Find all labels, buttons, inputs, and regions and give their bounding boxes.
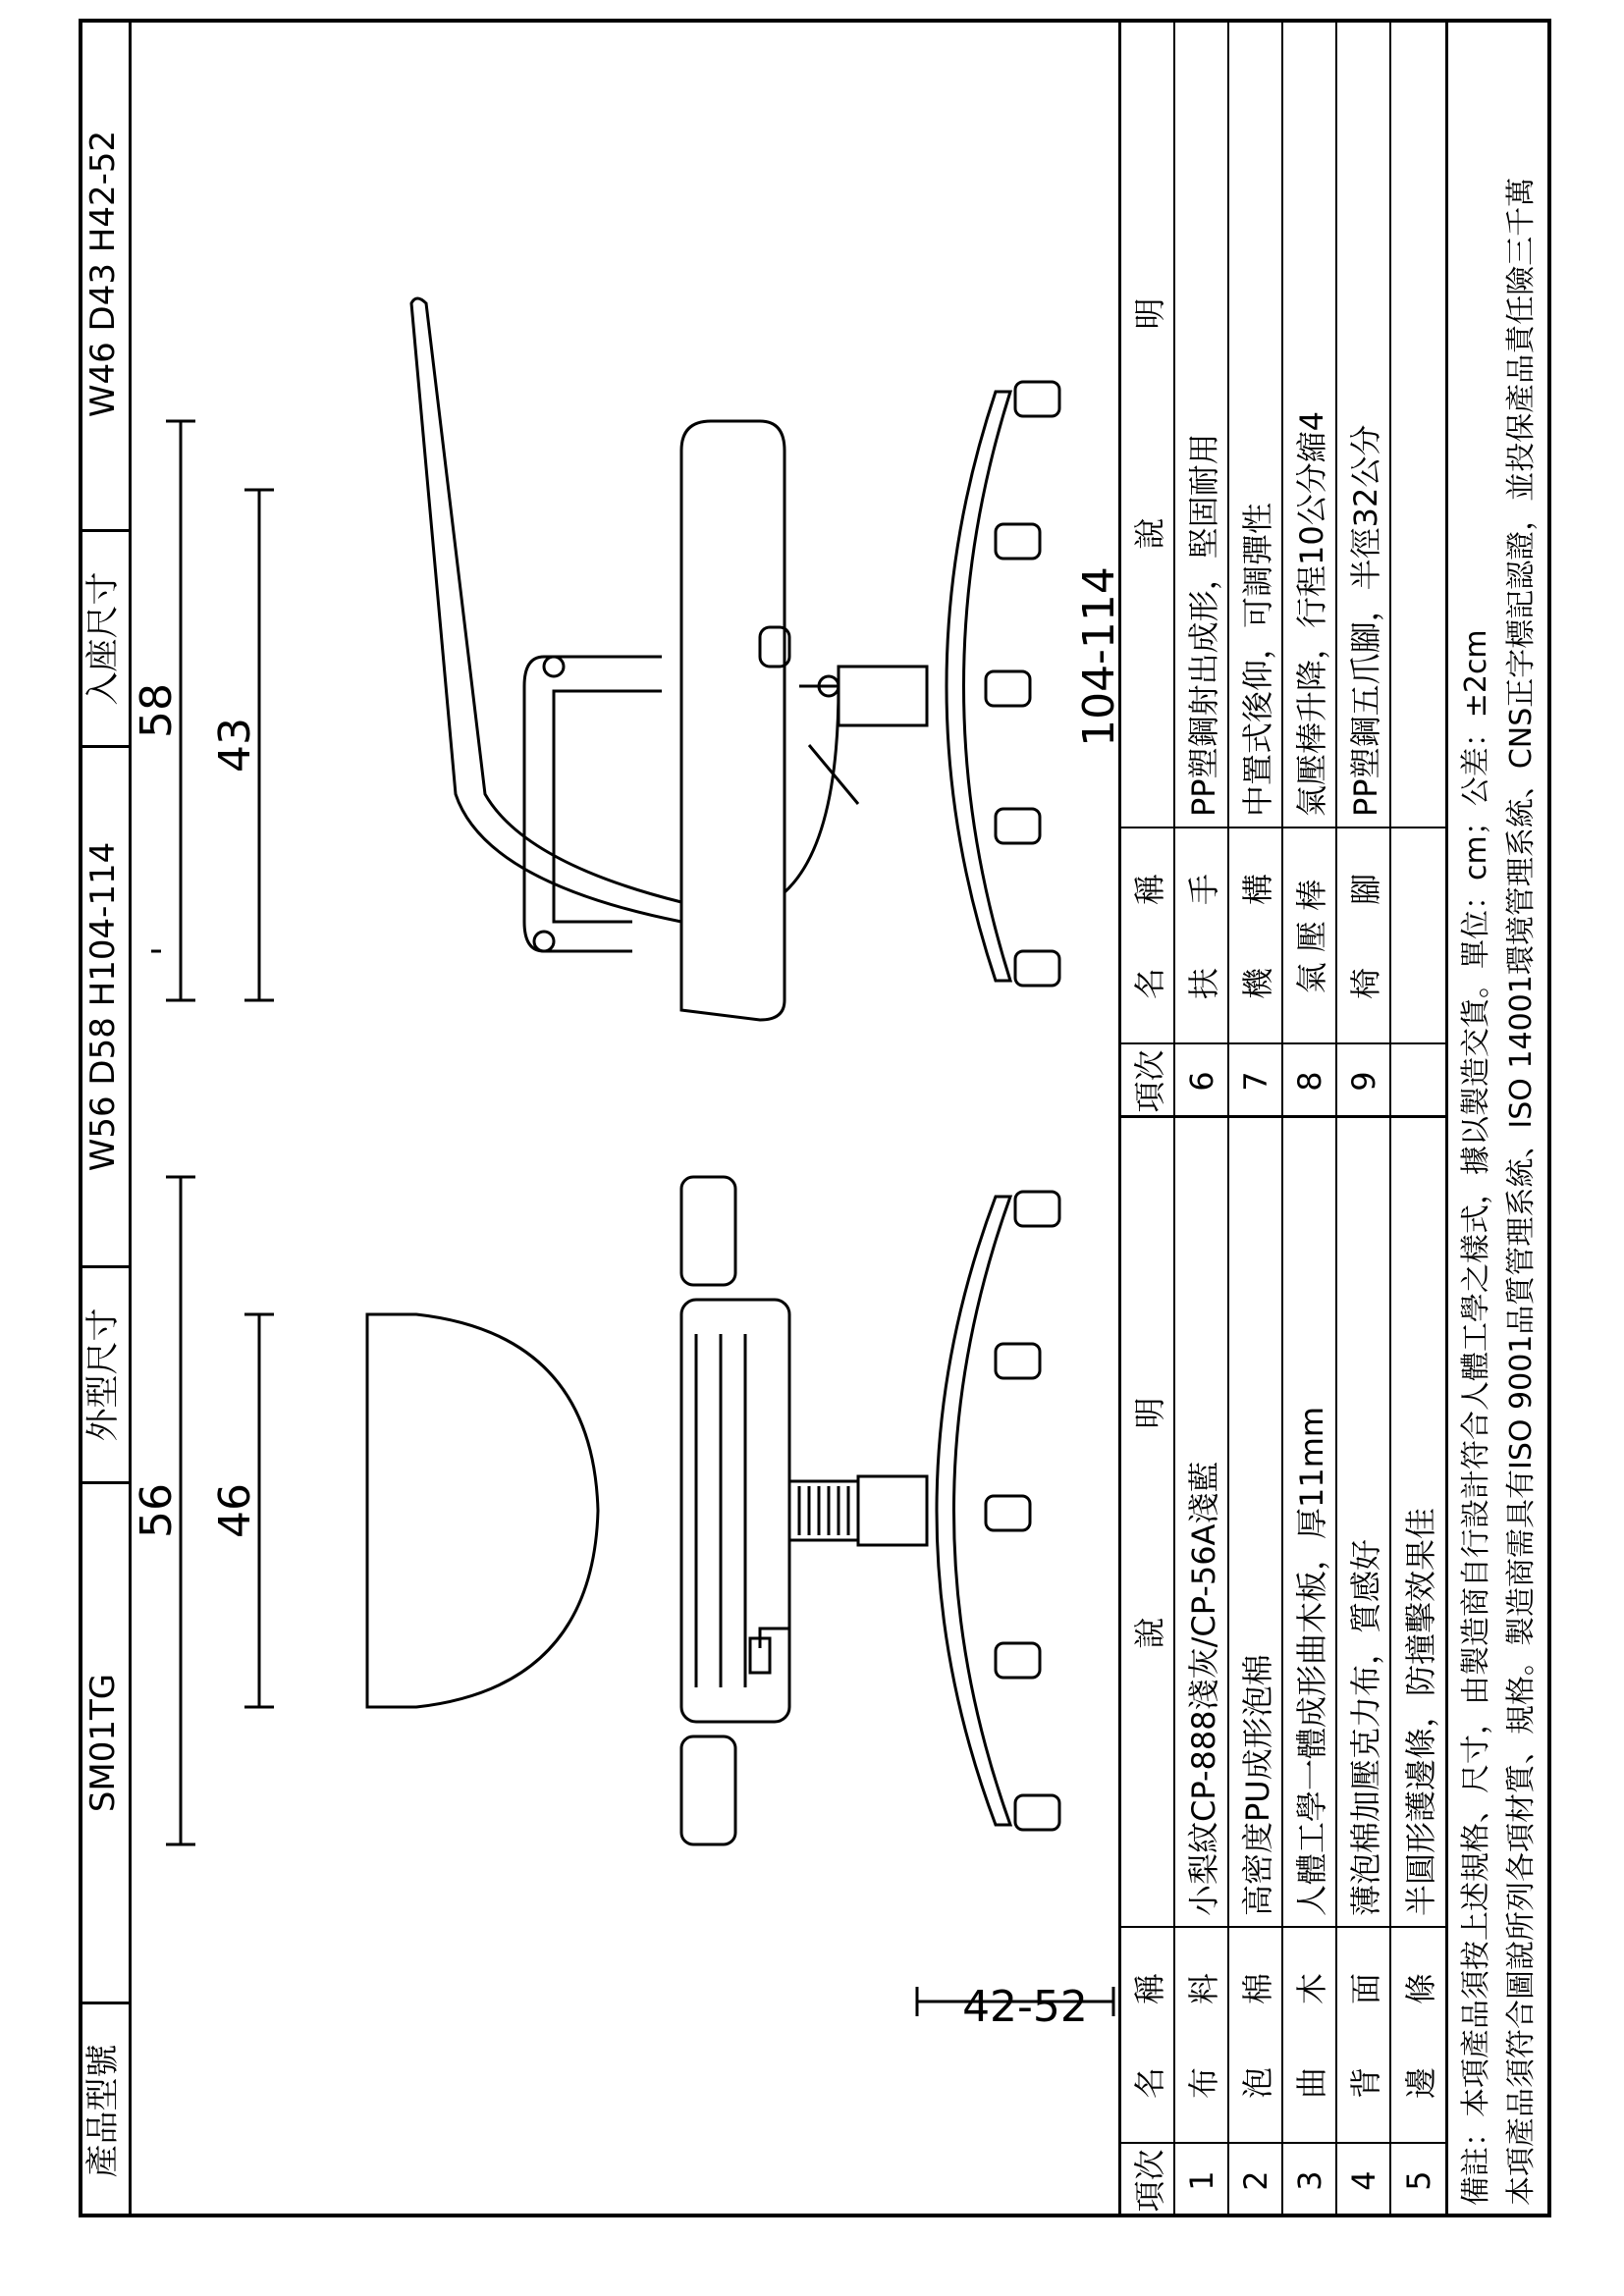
- row-name: 扶 手: [1184, 874, 1222, 1000]
- row-desc: 氣壓棒升降，行程10公分縮4: [1292, 410, 1330, 817]
- row-name: 氣 壓 棒: [1292, 879, 1330, 994]
- row-desc: 薄泡棉加壓克力布，質感好: [1346, 1538, 1384, 1916]
- model-label: 產品型號: [79, 2002, 129, 2217]
- header-name: 名 稱: [1130, 1973, 1168, 2100]
- row-no: 4: [1344, 2170, 1382, 2191]
- row-name: 泡 棉: [1238, 1973, 1276, 2100]
- row-name: 機 構: [1238, 874, 1276, 1000]
- notes-line-2: 本項產品須符合圖說所列各項材質、規格。製造商需具有ISO 9001品質管理系統、ISO 14001環境管理系統、CNS正字標記認證，並投保產品責任險三千萬: [1504, 177, 1539, 2206]
- row-no: 3: [1290, 2170, 1328, 2191]
- header-item: 項次: [1130, 2149, 1168, 2213]
- seat-size-label: 入座尺寸: [79, 529, 129, 745]
- row-desc: 半圓形護邊條，防撞擊效果佳: [1401, 1507, 1439, 1916]
- outer-size-label: 外型尺寸: [79, 1265, 129, 1481]
- notes-line-1: 備註：本項產品須按上述規格、尺寸，由製造商自行設計符合人體工學之樣式，據以製造交貨。單位：cm；公差：±2cm: [1459, 629, 1493, 2206]
- header-desc-2: 說 明: [1130, 297, 1168, 550]
- outer-frame: [79, 19, 1551, 2217]
- row-no: 6: [1182, 1071, 1220, 1092]
- row-name: 背 面: [1346, 1973, 1384, 2100]
- row-desc: 高密度PU成形泡棉: [1238, 1654, 1276, 1916]
- dim-front-width-inner: 46: [210, 1483, 260, 1538]
- row-no: 8: [1290, 1071, 1328, 1092]
- dim-front-width-outer: 56: [132, 1483, 182, 1538]
- row-no: 5: [1399, 2170, 1437, 2191]
- model-value: SM01TG: [79, 1481, 129, 2002]
- header-name-2: 名 稱: [1130, 874, 1168, 1000]
- row-no: 2: [1236, 2170, 1274, 2191]
- row-no: 1: [1182, 2170, 1220, 2191]
- outer-size-value: W56 D58 H104-114: [79, 745, 129, 1265]
- row-desc: 中置式後仰，可調彈性: [1238, 502, 1276, 817]
- row-desc: PP塑鋼五爪腳，半徑32公分: [1346, 424, 1384, 817]
- row-name: 布 料: [1184, 1973, 1222, 2100]
- row-no: 9: [1344, 1071, 1382, 1092]
- row-desc: 小梨紋CP-888淺灰/CP-56A淺藍: [1184, 1461, 1222, 1916]
- row-no: 7: [1236, 1071, 1274, 1092]
- dim-side-depth-outer: 58: [132, 683, 182, 738]
- row-name: 椅 腳: [1346, 874, 1384, 1000]
- row-name: 曲 木: [1292, 1973, 1330, 2100]
- dim-side-total-height: 104-114: [1074, 566, 1124, 747]
- header-item-2: 項次: [1130, 1049, 1168, 1113]
- header-desc: 說 明: [1130, 1397, 1168, 1649]
- row-name: 邊 條: [1401, 1973, 1439, 2100]
- seat-size-value: W46 D43 H42-52: [83, 130, 123, 418]
- dim-front-seat-height: 42-52: [962, 1982, 1088, 2032]
- dim-side-depth-inner: 43: [210, 718, 260, 773]
- row-desc: PP塑鋼射出成形，堅固耐用: [1184, 433, 1222, 817]
- row-desc: 人體工學一體成形曲木板，厚11mm: [1292, 1406, 1330, 1916]
